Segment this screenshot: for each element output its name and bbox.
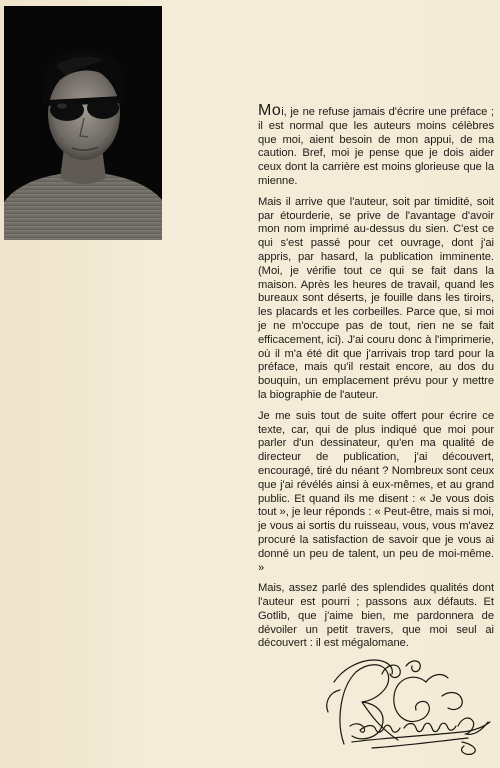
portrait-icon	[4, 6, 162, 240]
preface-text	[258, 104, 494, 658]
signature-icon	[322, 652, 494, 756]
author-portrait-photo	[4, 6, 162, 240]
preface-paragraph-2: Mais il arrive que l'auteur, soit par timidité, soit par étourderie, se prive de l'avantage d'avoir mon nom imprimé au-dessus du sien. C'est ce qui s'est passé pour cet ouvrage, dont j'ai appris, par hasard, la publication imminente. (Moi, je vérifie tout ce qui se fait dans la maison. Après les heures de travail, quand les bureaux sont déserts, je fouille dans les tiroirs, les placards et les corbeilles. Parce que, si moi je ne m'occupe pas de tout, rien ne se fait efficacement, ici). J'ai couru donc à l'imprimerie, où il m'a été dit que j'arrivais trop tard pour la préface, mais qu'il restait encore, au dos du bouquin, un emplacement prévu pour y mettre la biographie de l'auteur.	[258, 195, 494, 401]
preface-paragraph-3: Je me suis tout de suite offert pour écrire ce texte, car, qui de plus indiqué que moi pour parler d'un dessinateur, qu'en ma qualité de directeur de publication, j'ai découvert, encouragé, tiré du néant ? Nombreux sont ceux que j'ai révélés ainsi à eux-mêmes, et au grand public. Et quand ils me disent : « Je vous dois tout », je leur réponds : « Peut-être, mais si moi, je vous ai sortis du ruisseau, vous, vous m'avez procuré la satisfaction de savoir que je vous ai donné un peu de talent, un peu de moi-même. »	[258, 409, 494, 574]
handwritten-signature	[322, 652, 494, 756]
preface-paragraph-4: Mais, assez parlé des splendides qualités dont l'auteur est pourri ; passons aux défauts. Et Gotlib, que j'aime bien, me pardonnera de dévoiler un petit travers, que moi seul ai découvert : il est mégalomane.	[258, 582, 494, 650]
preface-paragraph-1-text: i, je ne refuse jamais d'écrire une préface ; il est normal que les auteurs moins célèbres que moi, aient besoin de mon appui, de ma caution. Bref, moi je pense que je dois aider ceux dont la carrière est moins glorieuse que la mienne.	[258, 106, 494, 187]
drop-cap: Mo	[258, 102, 282, 119]
preface-paragraph-1	[258, 104, 494, 189]
